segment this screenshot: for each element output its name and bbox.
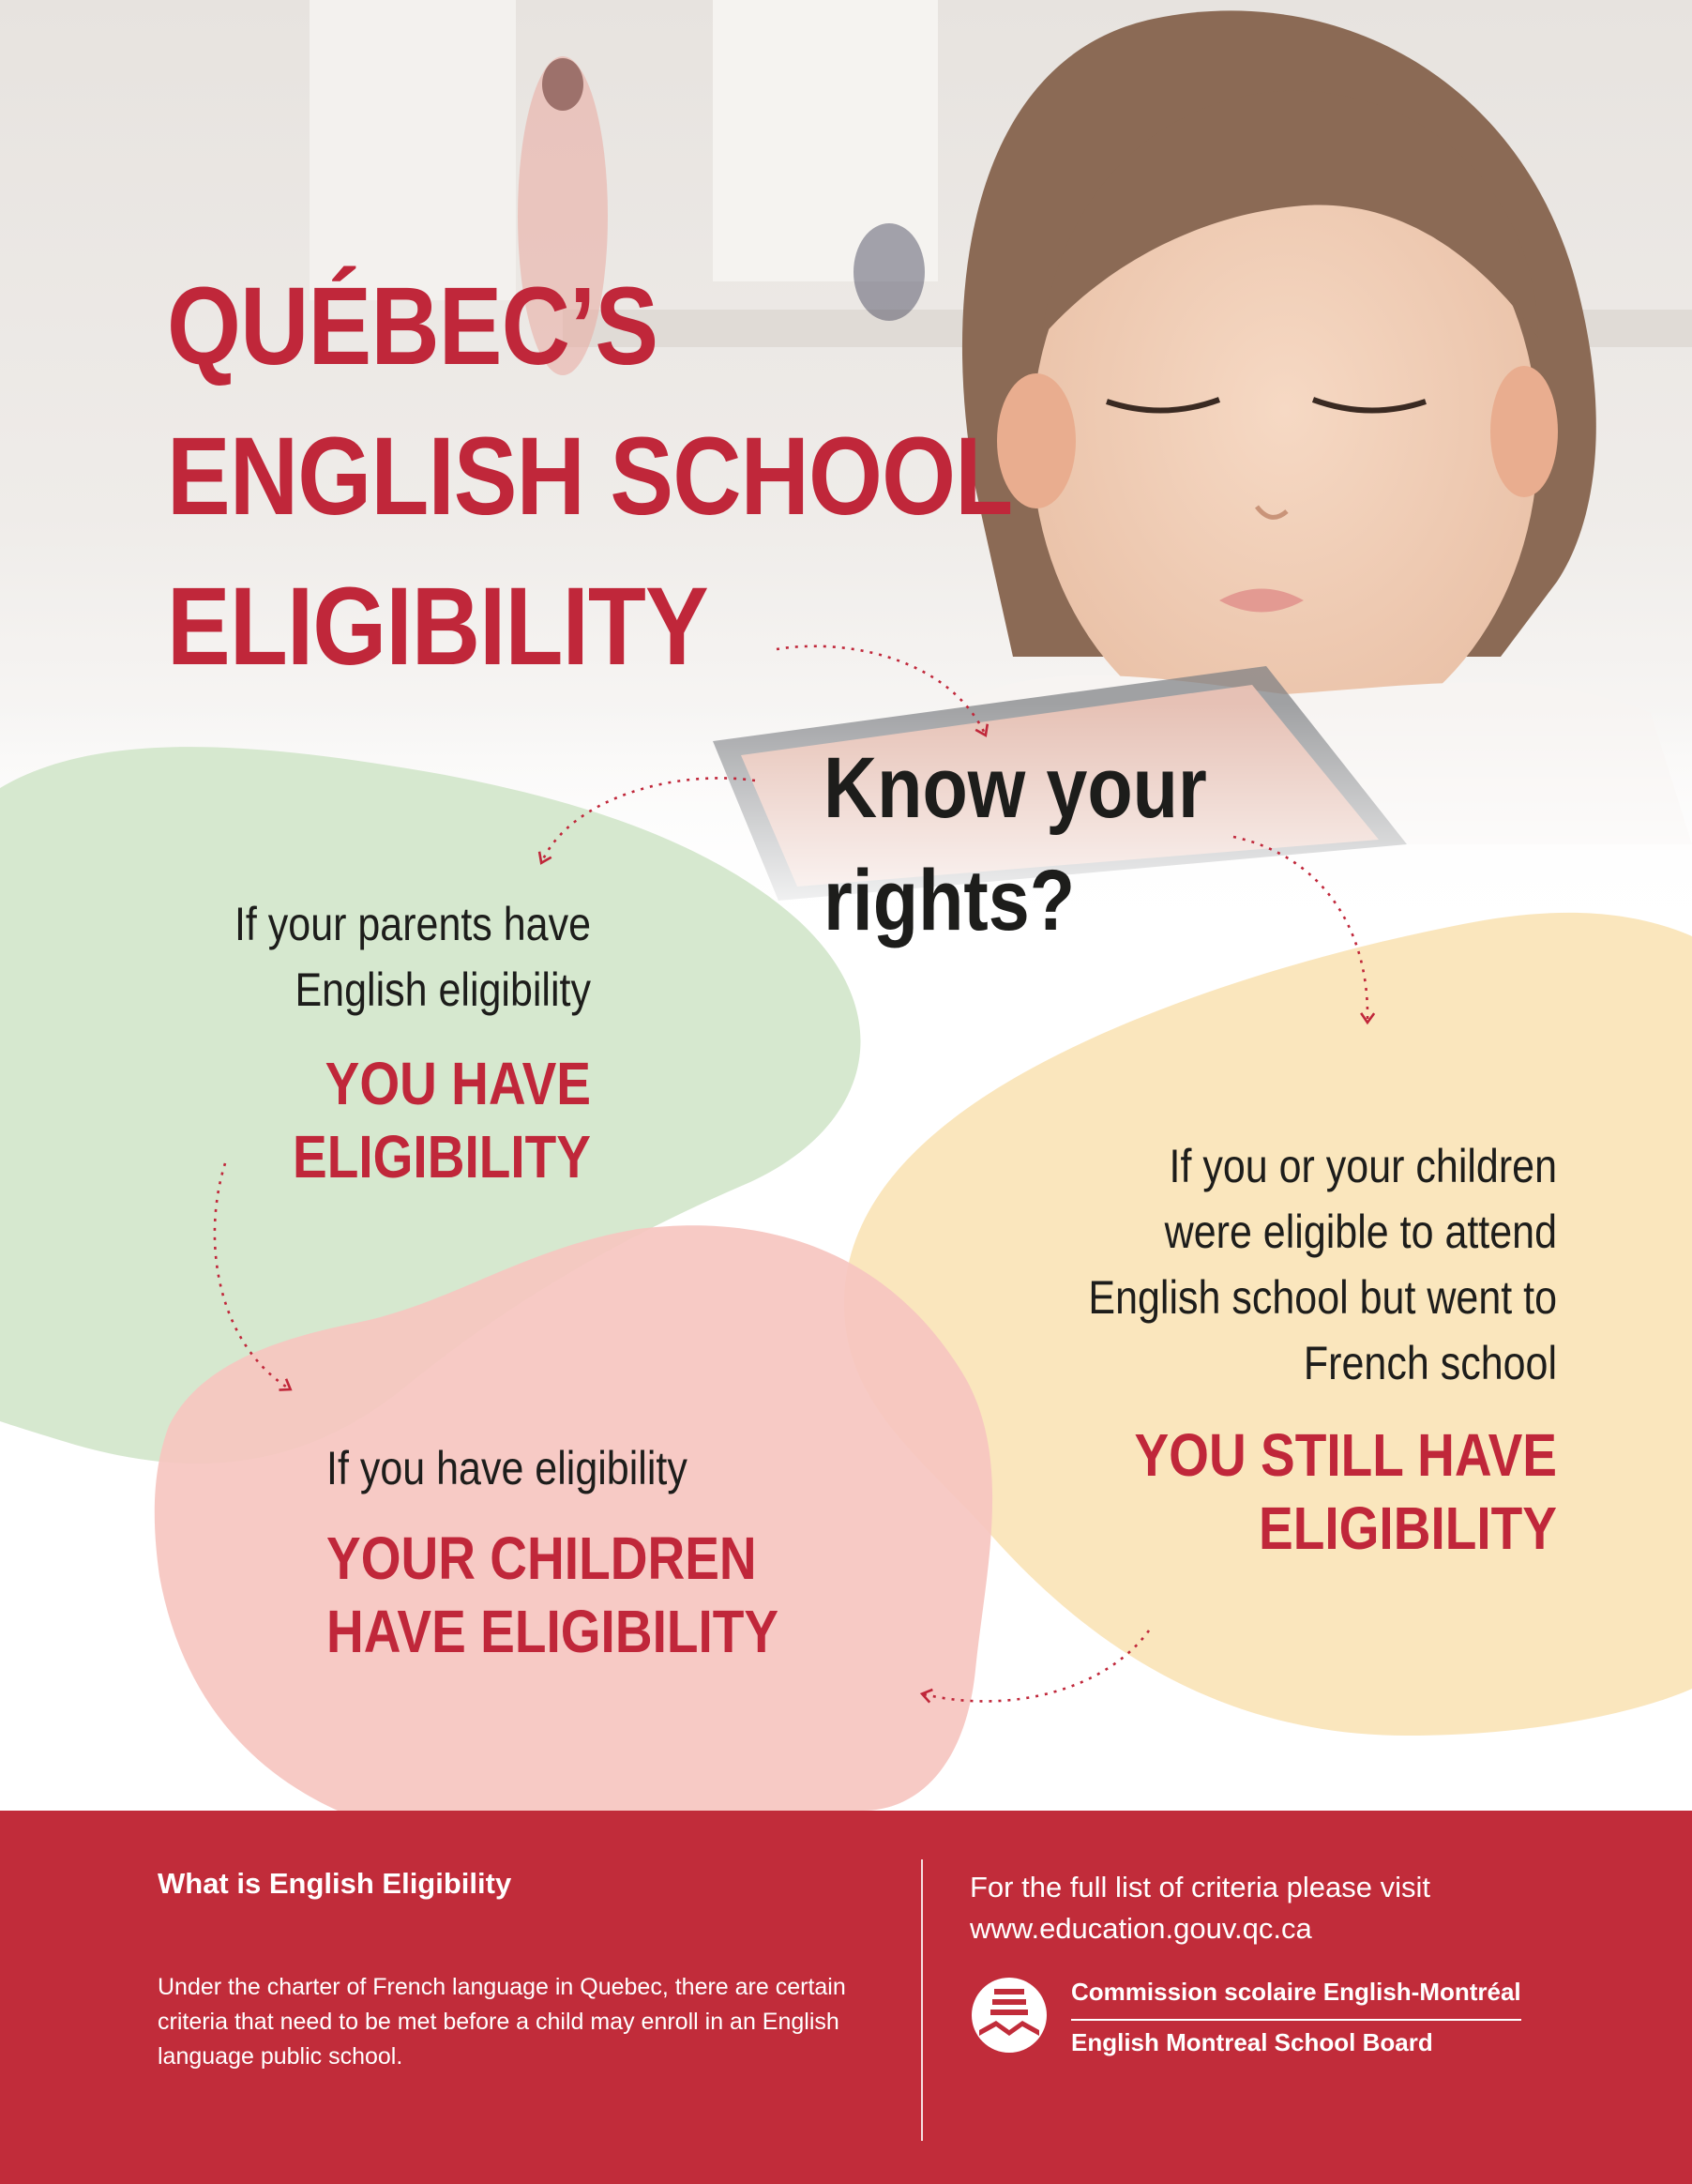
- title-line-1: QUÉBEC’S: [167, 265, 658, 388]
- footer-divider: [921, 1859, 923, 2141]
- yellow-text-line-2: were eligible to attend: [1164, 1206, 1557, 1258]
- yellow-block-condition: [900, 1133, 1557, 1396]
- footer-visit: [970, 1867, 1495, 1949]
- pink-block-condition: [326, 1435, 889, 1501]
- yellow-text-line-4: French school: [1303, 1337, 1557, 1389]
- question-line-2: rights?: [823, 853, 1076, 948]
- know-your-rights-heading: [823, 732, 1276, 957]
- visit-link[interactable]: www.education.gouv.qc.ca: [970, 1912, 1312, 1945]
- org-name-en: English Montreal School Board: [1071, 2028, 1433, 2056]
- pink-result-line-1: YOUR CHILDREN: [326, 1524, 757, 1592]
- pink-text-line-1: If you have eligibility: [326, 1442, 687, 1494]
- org-name-fr: Commission scolaire English-Montréal: [1071, 1978, 1521, 2006]
- emsb-logo-icon: [970, 1968, 1049, 2062]
- green-text-line-2: English eligibility: [295, 963, 591, 1016]
- pink-block-result: [326, 1522, 983, 1668]
- green-result-line-1: YOU HAVE: [325, 1050, 591, 1117]
- green-block-condition: [122, 891, 591, 1023]
- footer-body: Under the charter of French language in Quebec, there are certain criteria that need to be met before a child may enroll in an English language public school.: [158, 1974, 846, 2070]
- title-line-3: ELIGIBILITY: [167, 565, 708, 689]
- yellow-result-line-1: YOU STILL HAVE: [1134, 1421, 1557, 1489]
- visit-line-1: For the full list of criteria please visit: [970, 1871, 1431, 1903]
- footer: [0, 1811, 1692, 2184]
- org-divider: [1071, 2019, 1521, 2021]
- yellow-text-line-3: English school but went to: [1088, 1271, 1557, 1324]
- yellow-result-line-2: ELIGIBILITY: [1258, 1494, 1557, 1562]
- yellow-block-result: [900, 1418, 1557, 1565]
- yellow-text-line-1: If you or your children: [1169, 1140, 1557, 1192]
- green-block-result: [122, 1047, 591, 1193]
- green-result-line-2: ELIGIBILITY: [292, 1123, 591, 1191]
- footer-heading: What is English Eligibility: [158, 1867, 512, 1900]
- green-text-line-1: If your parents have: [234, 898, 591, 950]
- title-line-2: ENGLISH SCHOOL: [167, 415, 1013, 538]
- question-line-1: Know your: [823, 740, 1207, 836]
- pink-result-line-2: HAVE ELIGIBILITY: [326, 1598, 779, 1665]
- page-title: [167, 251, 1199, 702]
